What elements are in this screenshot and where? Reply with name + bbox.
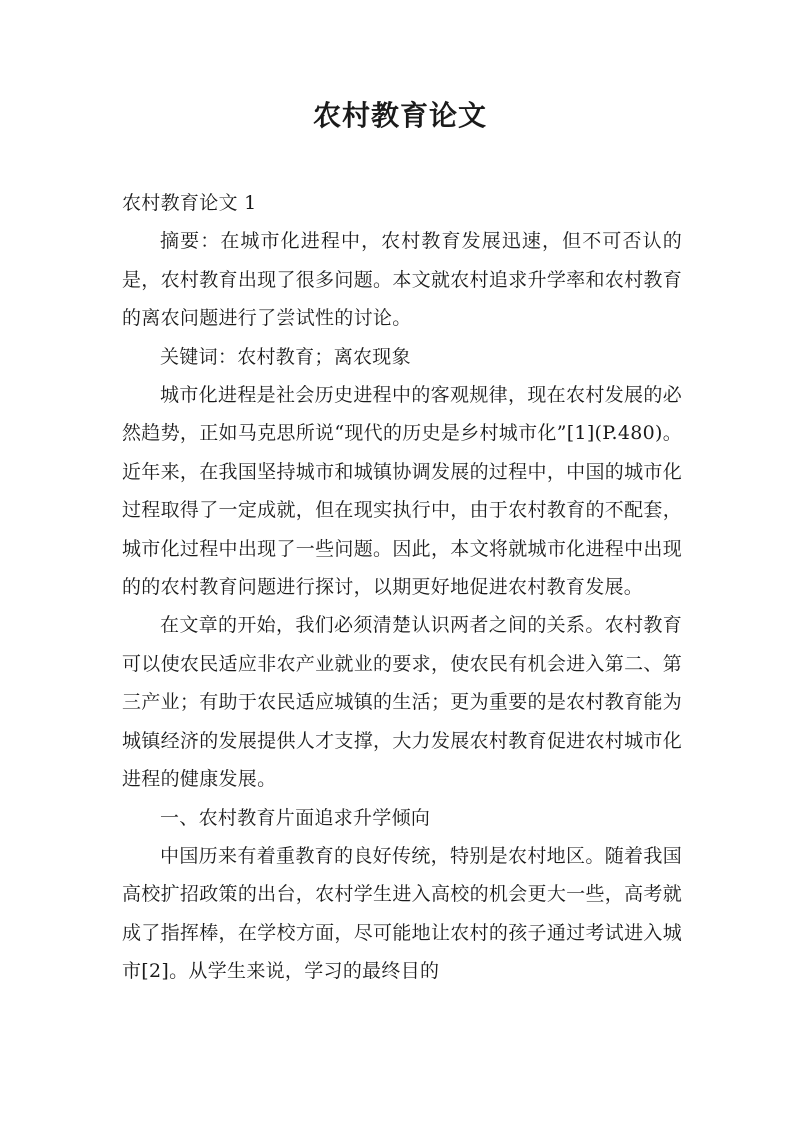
section-heading: 一、农村教育片面追求升学倾向 <box>160 806 431 829</box>
body-paragraph: 城市化进程是社会历史进程中的客观规律，现在农村发展的必然趋势，正如马克思所说“现代的历史是乡村城市化”[1](P.480)。近年来，在我国坚持城市和城镇协调发展的过程中，中国的城市化过程取得了一定成就，但在现实执行中，由于农村教育的不配套，城市化过程中出现了一些问题。因此，本文将就城市化进程中出现的的农村教育问题进行探讨，以期更好地促进农村教育发展。 <box>122 384 682 599</box>
document-body <box>122 184 682 991</box>
section-label: 农村教育论文 1 <box>122 192 257 214</box>
keywords-paragraph: 关键词：农村教育；离农现象 <box>160 345 411 368</box>
document-title: 农村教育论文 <box>312 99 487 132</box>
body-paragraph: 在文章的开始，我们必须清楚认识两者之间的关系。农村教育可以使农民适应非农产业就业的要求，使农民有机会进入第二、第三产业；有助于农民适应城镇的生活；更为重要的是农村教育能为城镇经济的发展提供人才支撑，大力发展农村教育促进农村城市化进程的健康发展。 <box>122 614 682 791</box>
abstract-paragraph: 摘要：在城市化进程中，农村教育发展迅速，但不可否认的是，农村教育出现了很多问题。本文就农村追求升学率和农村教育的离农问题进行了尝试性的讨论。 <box>122 230 682 330</box>
body-paragraph: 中国历来有着重教育的良好传统，特别是农村地区。随着我国高校扩招政策的出台，农村学生进入高校的机会更大一些，高考就成了指挥棒，在学校方面，尽可能地让农村的孩子通过考试进入城市[2]。从学生来说，学习的最终目的 <box>122 844 682 983</box>
